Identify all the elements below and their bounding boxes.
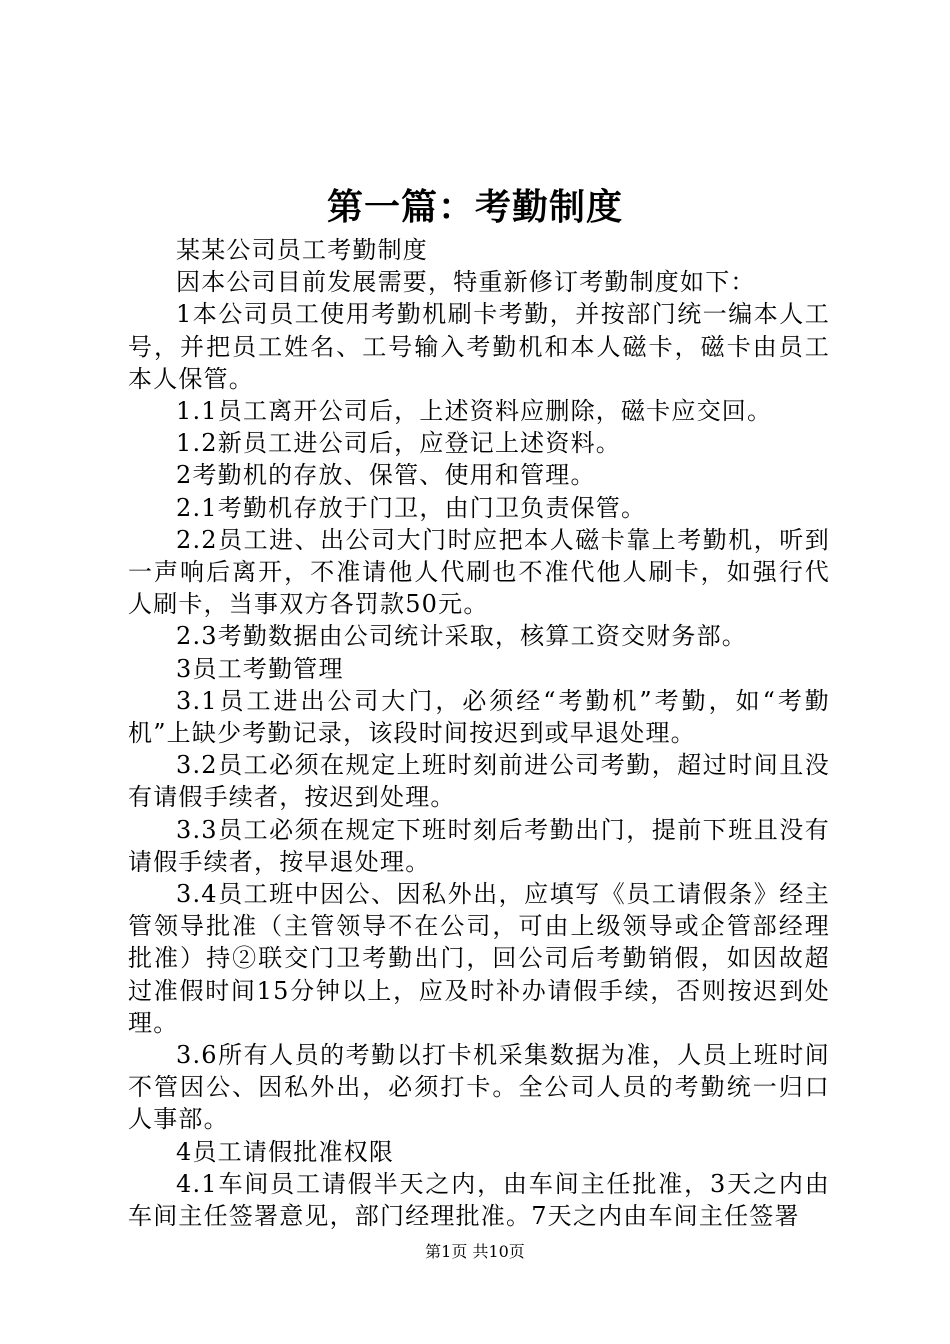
paragraph-4: 4员工请假批准权限 [176, 1137, 395, 1166]
paragraph-2-1: 2.1考勤机存放于门卫，由门卫负责保管。 [176, 493, 647, 522]
paragraph-3-3: 3.3员工必须在规定下班时刻后考勤出门，提前下班且没有请假手续者，按早退处理。 [128, 815, 830, 876]
paragraph-3-2: 3.2员工必须在规定上班时刻前进公司考勤，超过时间且没有请假手续者，按迟到处理。 [128, 751, 830, 812]
paragraph-1-2: 1.2新员工进公司后，应登记上述资料。 [176, 429, 621, 458]
paragraph-2: 2考勤机的存放、保管、使用和管理。 [176, 461, 596, 490]
document-body [128, 234, 830, 1232]
paragraph-intro: 因本公司目前发展需要，特重新修订考勤制度如下： [176, 268, 756, 297]
page-number-footer: 第1页 共10页 [425, 1242, 525, 1261]
paragraph-2-2: 2.2员工进、出公司大门时应把本人磁卡靠上考勤机，听到一声响后离开，不准请他人代刷也不准代他人刷卡，如强行代人刷卡，当事双方各罚款50元。 [128, 525, 830, 619]
paragraph-3-6: 3.6所有人员的考勤以打卡机采集数据为准，人员上班时间不管因公、因私外出，必须打卡。全公司人员的考勤统一归口人事部。 [128, 1041, 830, 1134]
paragraph-3-1: 3.1员工进出公司大门，必须经“考勤机”考勤，如“考勤机”上缺少考勤记录，该段时间按迟到或早退处理。 [128, 686, 830, 748]
paragraph-3: 3员工考勤管理 [176, 654, 344, 683]
paragraph-2-3: 2.3考勤数据由公司统计采取，核算工资交财务部。 [176, 622, 747, 651]
document-title: 第一篇：考勤制度 [326, 187, 623, 228]
paragraph-company-rules: 某某公司员工考勤制度 [176, 236, 428, 264]
paragraph-3-4: 3.4员工班中因公、因私外出，应填写《员工请假条》经主管领导批准（主管领导不在公司，可由上级领导或企管部经理批准）持②联交门卫考勤出门，回公司后考勤销假，如因故超过准假时间15分钟以上，应及时补办请假手续，否则按迟到处理。 [128, 880, 830, 1037]
paragraph-4-1: 4.1车间员工请假半天之内，由车间主任批准，3天之内由车间主任签署意见，部门经理批准。7天之内由车间主任签署 [128, 1169, 830, 1231]
paragraph-1-1: 1.1员工离开公司后，上述资料应删除，磁卡应交回。 [176, 397, 773, 426]
paragraph-1: 1本公司员工使用考勤机刷卡考勤，并按部门统一编本人工号，并把员工姓名、工号输入考勤机和本人磁卡，磁卡由员工本人保管。 [128, 300, 830, 393]
